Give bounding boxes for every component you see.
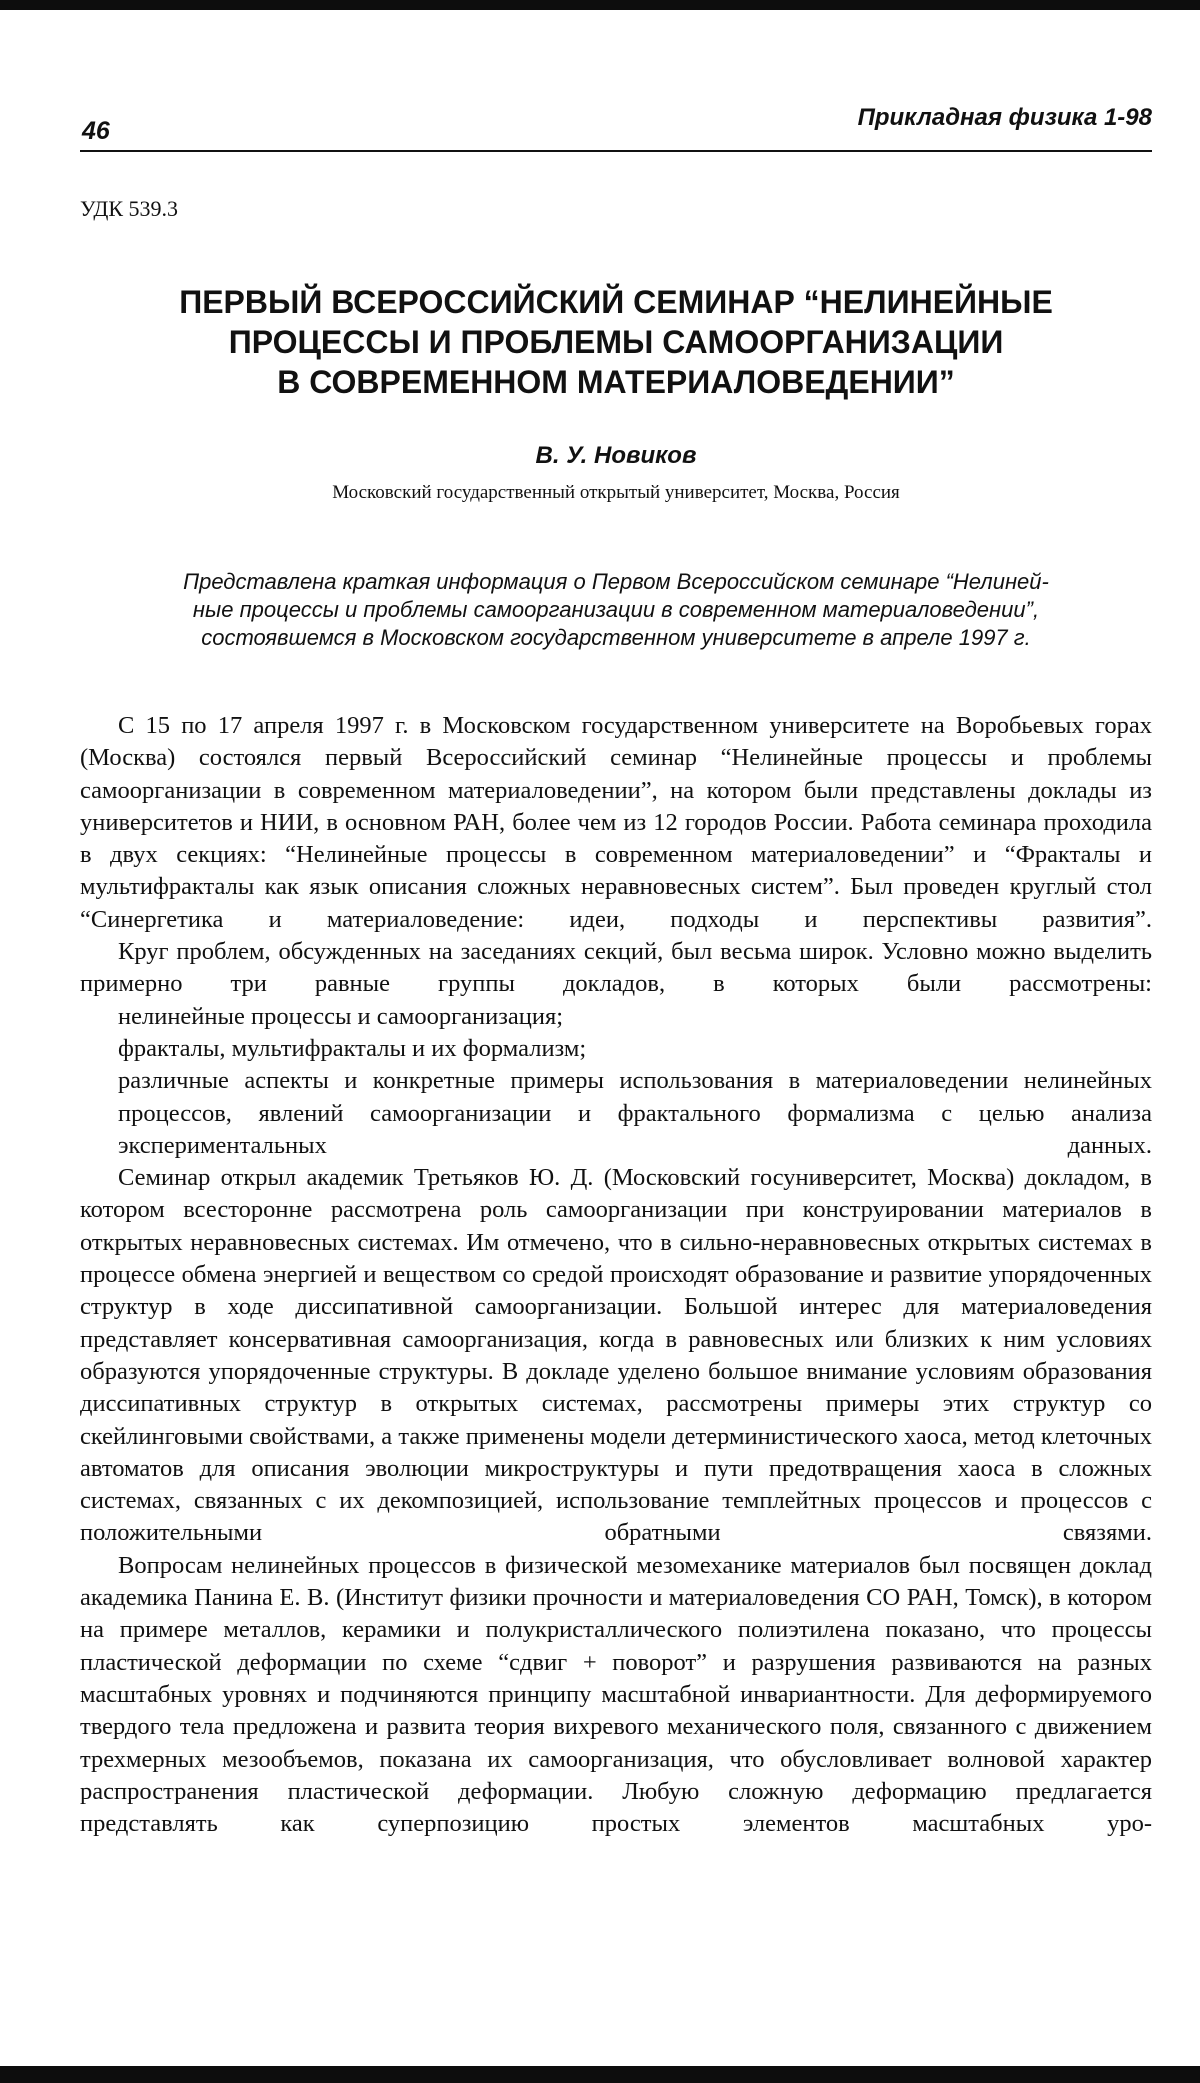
abstract bbox=[98, 568, 1134, 652]
list-item: фракталы, мультифракталы и их формализм; bbox=[118, 1034, 587, 1062]
list-item: различные аспекты и конкретные примеры использования в материаловедении нелинейных процессов, явлений самоорганизации и фрактального формализма с целью анализа экспериментальных данных. bbox=[118, 1067, 1152, 1159]
udc-code: УДК 539.3 bbox=[80, 196, 179, 221]
article-title bbox=[80, 282, 1152, 402]
abstract-line: ные процессы и проблемы самоорганизации в современном материаловедении”, bbox=[192, 597, 1040, 622]
scan-edge-bottom bbox=[0, 2066, 1200, 2083]
abstract-line: состоявшемся в Московском государственном университете в апреле 1997 г. bbox=[201, 625, 1031, 650]
list-item: нелинейные процессы и самоорганизация; bbox=[118, 1002, 564, 1030]
running-header bbox=[80, 80, 1152, 152]
scan-edge-top bbox=[0, 0, 1200, 10]
abstract-line: Представлена краткая информация о Первом Всероссийском семинаре “Нелиней- bbox=[183, 569, 1049, 594]
title-line: В СОВРЕМЕННОМ МАТЕРИАЛОВЕДЕНИИ” bbox=[277, 364, 955, 400]
body-paragraph: Семинар открыл академик Третьяков Ю. Д. (Московский госуниверситет, Москва) докладом, в котором всесторонне рассмотрена роль самоорганизации при конструировании материалов в открытых неравновесных системах. Им отмечено, что в сильно-неравновесных открытых системах в процессе обмена энергией и веществом со средой происходят образование и развитие упорядоченных структур в ходе диссипативной самоорганизации. Большой интерес для материаловедения представляет консервативная самоорганизация, когда в равновесных или близких к ним условиях образуются упорядоченные структуры. В докладе уделено большое внимание условиям образования диссипативных структур в открытых системах, рассмотрены примеры этих структур со скейлинговыми свойствами, а также применены модели детерминистического хаоса, метод клеточных автоматов для описания эволюции микроструктуры и пути предотвращения хаоса в сложных системах, связанных с их декомпозицией, использование темплейтных процессов и процессов с положительными обратными связями. bbox=[80, 1164, 1152, 1547]
title-line: ПЕРВЫЙ ВСЕРОССИЙСКИЙ СЕМИНАР “НЕЛИНЕЙНЫЕ bbox=[179, 284, 1053, 320]
article-body bbox=[80, 710, 1152, 1840]
author-name: В. У. Новиков bbox=[535, 442, 697, 469]
author-affiliation: Московский государственный открытый университет, Москва, Россия bbox=[332, 482, 900, 503]
body-paragraph: Круг проблем, обсужденных на заседаниях секций, был весьма широк. Условно можно выделить примерно три равные группы докладов, в которых были рассмотрены: bbox=[80, 938, 1152, 998]
body-paragraph: Вопросам нелинейных процессов в физической мезомеханике материалов был посвящен доклад академика Панина Е. В. (Институт физики прочности и материаловедения СО РАН, Томск), в котором на примере металлов, керамики и полукристаллического полиэтилена показано, что процессы пластической деформации по схеме “сдвиг + поворот” и разрушения развиваются на разных масштабных уровнях и подчиняются принципу масштабной инвариантности. Для деформируемого твердого тела предложена и развита теория вихревого механического поля, связанного с движением трехмерных мезообъемов, показана их самоорганизация, что обусловливает волновой характер распространения пластической деформации. Любую сложную деформацию предлагается представлять как суперпозицию простых элементов масштабных уро- bbox=[80, 1551, 1152, 1838]
page-number: 46 bbox=[82, 117, 110, 145]
journal-title: Прикладная физика 1-98 bbox=[857, 104, 1152, 131]
journal-page bbox=[80, 80, 1152, 1840]
title-line: ПРОЦЕССЫ И ПРОБЛЕМЫ САМООРГАНИЗАЦИИ bbox=[228, 324, 1004, 360]
body-paragraph: С 15 по 17 апреля 1997 г. в Московском государственном университете на Воробьевых горах (Москва) состоялся первый Всероссийский семинар “Нелинейные процессы и проблемы самоорганизации в современном материаловедении”, на котором были представлены доклады из университетов и НИИ, в основном РАН, более чем из 12 городов России. Работа семинара проходила в двух секциях: “Нелинейные процессы в современном материаловедении” и “Фракталы и мультифракталы как язык описания сложных неравновесных систем”. Был проведен круглый стол “Синергетика и материаловедение: идеи, подходы и перспективы развития”. bbox=[80, 712, 1152, 933]
